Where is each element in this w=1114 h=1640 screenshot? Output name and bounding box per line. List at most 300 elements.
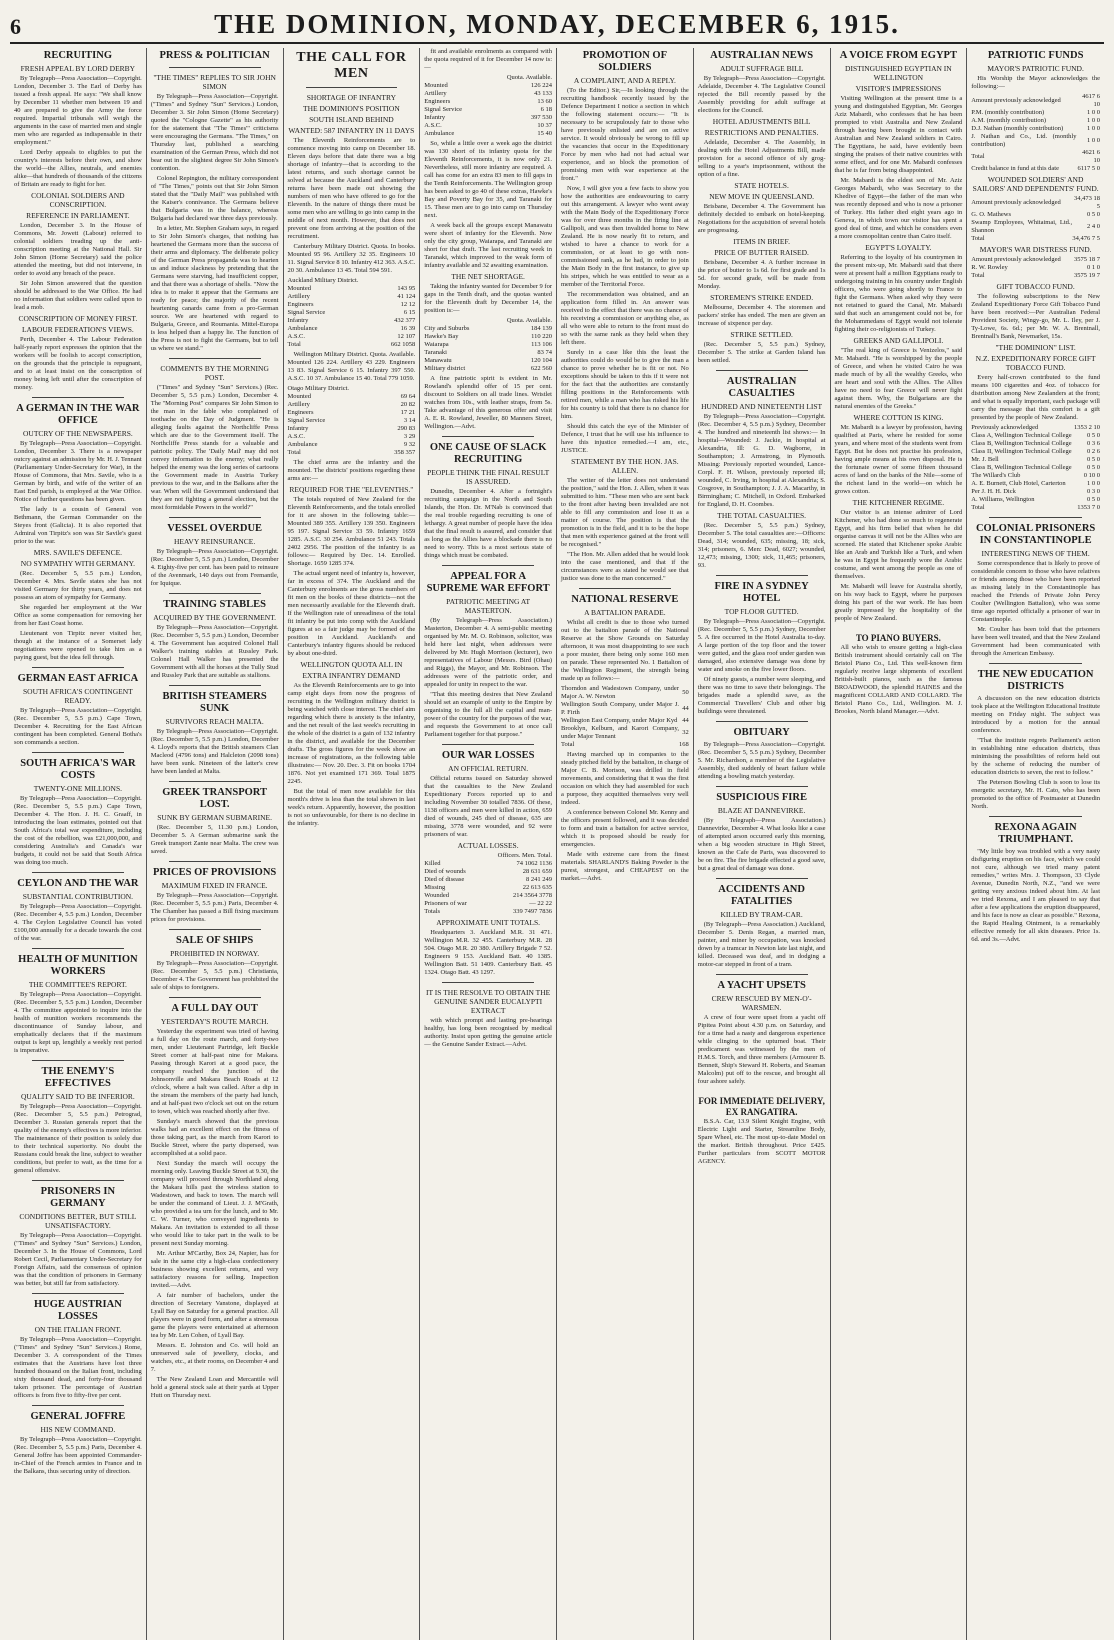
paragraph: A fine patriotic spirit is evident in Mr. Rowland's splendid offer of 15 per cent. discount to Soldiers on all trade lines. Wristlet watches from 10s., with leather straps, from 5s. Take advantage of this generous offer and visit A. E. R. Rowland, Jeweller, 80 Manners Street, Wellington.—Advt. [424, 375, 552, 430]
table-row [971, 496, 1100, 504]
divider [32, 667, 124, 668]
headline: PRESS & POLITICIAN [159, 50, 270, 61]
table-row [288, 433, 416, 441]
subheadline: APPROXIMATE UNIT TOTALS. [436, 918, 541, 927]
table-value: 4617 6 10 [1082, 93, 1100, 108]
subheadline: SOUTH ISLAND BEHIND [309, 115, 394, 124]
table-label: City and Suburbs [424, 325, 470, 332]
headline: A YACHT UPSETS [717, 980, 806, 991]
table-row [424, 317, 552, 325]
subheadline: TOP FLOOR GUTTED. [724, 607, 799, 616]
table-label: Ambulance [424, 130, 455, 137]
table-row [424, 908, 552, 916]
table-value: 20 82 [400, 401, 416, 408]
divider [169, 358, 261, 359]
subheadline: COLONIAL SOLDIERS AND CONSCRIPTION. [31, 191, 125, 209]
paragraph: The Peterson Bowling Club is soon to lose its energetic secretary, Mr. H. Cato, who has been promoted to the office of Postmaster at Dunedin North. [971, 779, 1100, 810]
table-row [971, 264, 1100, 272]
paragraph: Wellington Military District. Quota. Available. Mounted 126 224. Artillery 43 229. Engineers 13 83. Signal Service 6 15. Infantry 397 550. A.S.C. 10 37. Ambulance 15 40. Total 779 1059. [287, 351, 416, 382]
paragraph: By Telegraph—Press Association—Copyright. (Rec. December 5, 5.5 p.m.) London, December 4. The Government has acquired Colonel Hall Walker's training stables at Russley Park. Colonel Hall Walker has presented the Government with all the horses at the Tully Stud and Russley Park that are suitable as stallions. [150, 624, 279, 679]
subheadline: HOTEL ADJUSTMENTS BILL [712, 117, 811, 126]
table-value: 113 106 [531, 341, 552, 348]
table-row [288, 409, 416, 417]
subheadline: INTERESTING NEWS OF THEM. [981, 549, 1090, 558]
divider [32, 1060, 124, 1061]
divider [579, 588, 671, 589]
column-1 [10, 48, 147, 1640]
paragraph: The following subscriptions to the New Zealand Expeditionary Force Gift Tobacco Fund have been received:—Per Australian Federal Provident Society, Wingy-go, Mr. L. Iley, per J. Ty-Lowe, 6s. 6d.; per Mr. W. A. Brentnall, Brentnall's Bank, Newmarket, 15s. [971, 293, 1100, 340]
subheadline: PRICE OF BUTTER RAISED. [714, 248, 809, 257]
table-label: Signal Service [287, 417, 326, 424]
table-row [424, 82, 552, 90]
paragraph: A discussion on the new education districts took place at the Wellington Educational Institute meeting on Friday night. The subject was introduced by a motion for the annual conference. [971, 695, 1100, 734]
paragraph: fit and available enrolments as compared with the quota required of it for December 14 now is:— [424, 48, 552, 71]
table-row [288, 441, 416, 449]
table-row [288, 309, 416, 317]
table-value: 622 560 [530, 365, 552, 372]
paragraph: By Telegraph—Press Association—Copyright. (Rec. December 5, 5.5 p.m.) London, December 4. Eighty-five per cent. has been paid to reinsure of the Avenmark, 140 days out from Fremantle, for Iquique. [150, 548, 279, 587]
paragraph: A crew of four were upset from a yacht off Pipitea Point about 4.30 p.m. on Saturday, and for a time had a nasty and dangerous experience while clinging to the upturned boat. Their predicament was witnessed by the men of H.M.S. Torch, and three members (Armourer B. Bennett, Ship's Steward H. Roberts, and Seaman Malcolm) put off to the rescue, and brought all four ashore safely. [697, 1014, 826, 1085]
table-row [561, 725, 689, 741]
table-label: Brooklyn, Kelburn, and Karori Company, under Major Tennant [561, 725, 679, 740]
table-value: 69 64 [400, 393, 416, 400]
paragraph: ("Times" and Sydney "Sun" Services.) (Rec. December 5, 5.5 p.m.) London, December 4. The "Morning Post" compares Sir John Simon to the man in the fable who complained of toothache on the Day of Judgment. "He is alleging faults against the Northcliffe Press which are due to the Government itself. The Northcliffe Press stands for a valuable and patriotic policy. The 'Daily Mail' may did not convey information to the enemy; what really helped the enemy was the long series of cartoons the Government made in Austria Turkey previous to the war, and in the Balkans after the war. When will the Government understand that they are not fighting a general election, but the most formidable Powers in the world?" [150, 384, 279, 511]
table-row [971, 235, 1100, 243]
headline: THE ENEMY'S EFFECTIVES [41, 1066, 115, 1089]
table-row [424, 130, 552, 138]
subheadline: SHORTAGE OF INFANTRY [306, 93, 396, 102]
subheadline: GIFT TOBACCO FUND. [996, 282, 1075, 291]
paragraph: By Telegraph—Press Association—Copyright. (Rec. December 5, 5.5 p.m.) Paris, December 4. General Joffre has been appointed Commander-in-Chief of the French armies in France and in the Balkans, thus securing unity of direction. [14, 1436, 142, 1475]
table-value: 0 3 6 [1087, 440, 1100, 447]
table-label: Wounded [424, 892, 449, 899]
subheadline: "THE DOMINION" LIST. [995, 343, 1076, 352]
advertisement-heading: FOR IMMEDIATE DELIVERY, EX RANGATIRA. [698, 1096, 825, 1117]
headline: NATIONAL RESERVE [571, 594, 679, 605]
table-row [424, 349, 552, 357]
divider [442, 982, 534, 983]
subheadline: ON THE ITALIAN FRONT. [34, 1325, 122, 1334]
table-value: 3 29 [403, 433, 416, 440]
table-value: 34,476 7 5 [1072, 235, 1100, 242]
table-label: Wellington South Company, under Major J. P. Firth [561, 701, 679, 716]
table-label [424, 317, 488, 325]
table-row [288, 317, 416, 325]
subheadline: SUNK BY GERMAN SUBMARINE. [157, 813, 272, 822]
subheadline: STRIKE SETTLED. [730, 330, 793, 339]
table-value: 120 104 [530, 357, 552, 364]
table-row [971, 149, 1100, 165]
table-label: Mounted [424, 82, 448, 89]
columns [10, 48, 1104, 1640]
subheadline: MAYOR'S PATRIOTIC FUND. [987, 64, 1084, 73]
paragraph: Perth, December 4. The Labour Federation half-yearly report expresses the opinion that the workers will be foolish to accept conscription, on the grounds that the principle is repugnant, and to at least insist on the conscription of money being left until after the conscription of money. [14, 336, 142, 391]
subheadline: WHERE COTTON IS KING. [853, 413, 944, 422]
divider [989, 816, 1082, 817]
divider [32, 948, 124, 949]
table-value: 12 12 [400, 301, 416, 308]
table-row [424, 74, 552, 82]
table-row [288, 449, 416, 457]
table-row [971, 488, 1100, 496]
paragraph: By Telegraph—Press Association—Copyright. (Rec. December 5, 5.5 p.m.) London, December 4. The committee appointed to inquire into the health of munition workers recommends the discontinuance of Sunday labour, and emphatically declares that if the maximum output is kept up, lengthily a weekly rest period is imperative. [14, 991, 142, 1054]
paragraph: The writer of the letter does not understand the position," said the Hon. J. Allen, when it was submitted to him. "These men who are sent back to the front after having been invalided are not able to fill any commission and lose it as a matter of course. The position is that the promotion is in the field, and it is to be the hope that men with experience gained at the front will be recognised." [561, 477, 689, 548]
subheadline: LABOUR FEDERATION'S VIEWS. [21, 325, 134, 334]
table-row [424, 90, 552, 98]
table-label: Ambulance [287, 441, 318, 448]
subheadline: HIS NEW COMMAND. [40, 1425, 116, 1434]
subheadline: MAYOR'S WAR DISTRESS FUND. [979, 245, 1092, 254]
headline: COLONIAL PRISONERS IN CONSTANTINOPLE [975, 523, 1096, 546]
table-row [561, 717, 689, 725]
table-value: 143 95 [397, 285, 416, 292]
subheadline: THE COMMITTEE'S REPORT. [28, 980, 127, 989]
subheadline: DISTINGUISHED EGYPTIAN IN WELLINGTON [845, 64, 952, 82]
subheadline: PEOPLE THINK THE FINAL RESULT IS ASSURED. [427, 468, 550, 486]
table-row [971, 133, 1100, 149]
subheadline: THE NET SHORTAGE. [451, 272, 525, 281]
table-label: Class A, Wellington Technical College [971, 432, 1072, 439]
data-table [288, 277, 416, 349]
table-row [424, 341, 552, 349]
headline: SOUTH AFRICA'S WAR COSTS [20, 758, 136, 781]
paragraph: Lord Derby appeals to eligibles to put the country's interests before their own, and show the world—the Allies, neutrals, and enemies alike—that hundreds of thousands of the citizens of Britain are ready to fight for her. [14, 149, 142, 188]
table-value: 0 5 0 [1087, 456, 1100, 463]
table-label: Infantry [287, 425, 309, 432]
headline: GENERAL JOFFRE [30, 1411, 126, 1422]
table-label: Killed [424, 860, 441, 867]
table-row [288, 277, 416, 285]
paragraph: (Rec. December 5, 11.30 p.m.) London, December 5. A German submarine sank the Greek transport Zante near Malta. The crew was saved. [150, 824, 279, 855]
table-row [424, 868, 552, 876]
column-7 [831, 48, 968, 1640]
column-5 [557, 48, 694, 1640]
paragraph: Made with extreme care from the finest materials. SHARLAND'S Baking Powder is the purest, strongest, and CHEAPEST on the market.—Advt. [561, 851, 689, 882]
divider [169, 861, 261, 862]
paragraph: A week back all the groups except Manawatu were short of infantry for the Eleventh. Now only the city group, Waiarapa, and Taranaki are short for that draft. The last recruiting week in Taranaki, which improved to the weak form of infantry available and 32 awaiting examination. [424, 222, 552, 269]
paragraph: The chief arms are the infantry and the mounted. The districts' positions regarding these arms are:— [287, 459, 416, 482]
table-row [971, 165, 1100, 173]
divider [32, 1293, 124, 1294]
divider [716, 370, 808, 371]
headline: THE CALL FOR MEN [296, 50, 407, 81]
subheadline: COMMENTS BY THE MORNING POST. [160, 364, 269, 382]
table-value: 339 7497 7836 [513, 908, 552, 915]
headline: ACCIDENTS AND FATALITIES [718, 884, 805, 907]
table-value: Officers. Men. Total. [497, 852, 552, 859]
table-row [971, 424, 1100, 432]
table-value: 2 4 0 [1087, 223, 1100, 230]
table-label: Signal Service [287, 309, 326, 316]
table-row [971, 272, 1100, 280]
subheadline: THE TOTAL CASUALTIES. [717, 511, 807, 520]
column-6 [694, 48, 831, 1640]
table-row [971, 195, 1100, 211]
table-label: Total [287, 449, 301, 456]
table-label: Totals [424, 908, 441, 915]
paragraph: As the Eleventh Reinforcements are to go into camp eight days from now the progress of recruiting in the Wellington military district is being watched with close interest. The chief aim regarding which there is anxiety is the infantry, and the net result of the last week's recruiting in the whole of the district is a gain of 132 infantry in the district, and available for the December drafts. The gross figures for the week show an increase of registrations, as the following table illustrates:— Nov. 20. Dec. 3. Fit on books 1704 1876. Not yet examined 171 369. Total 1875 2245. [287, 682, 416, 785]
headline: HEALTH OF MUNITION WORKERS [18, 954, 138, 977]
table-value: 4621 6 10 [1082, 149, 1100, 164]
table-row [424, 365, 552, 373]
table-value: 184 139 [530, 325, 552, 332]
table-row [971, 448, 1100, 456]
paragraph: "That this meeting desires that New Zealand should set an example of unity to the Empire by organising to the full all the capital and man-power of the country for the purposes of the war, and requests the Government to at once call Parliament together for that purpose." [424, 691, 552, 738]
table-value: Quota. Available. [506, 74, 552, 81]
headline: HUGE AUSTRIAN LOSSES [33, 1299, 122, 1322]
table-label: Total [971, 235, 985, 242]
table-value: 1 0 0 [1087, 117, 1100, 124]
paragraph: Headquarters 3. Auckland M.R. 31 471. Wellington M.R. 32 455. Canterbury M.R. 28 504. Otago M.R. 20 380. Artillery Brigade 7 52. Engineers 9 153. Auckland Batt. 40 1385. Wellington Batt. 51 1409. Canterbury Batt. 45 1324. Otago Batt. 43 1297. [424, 929, 552, 976]
column-3 [284, 48, 421, 1640]
divider [442, 565, 534, 566]
paragraph: Next Sunday the march will occupy the morning only. Leaving Buckle Street at 9.30, the company will proceed through Northland along the Makara hills past the wireless station to Wadestown, and back to town. The march will be under the command of Lieut. J. J. M'Grath, who provided a tea urn for the lunch, and to Mr. C. W. Turner, who conveyed ingredients to Makara. An invitation is extended to all those who would like to take part in the walk to be present next Sunday morning. [150, 1160, 279, 1247]
table-label: Amount previously acknowledged [971, 256, 1061, 263]
subheadline: EXTRA INFANTRY DEMAND [302, 671, 401, 680]
paragraph: By Telegraph—Press Association—Copyright. (Rec. December 5, 5.5 p.m.) Sydney, December 5. A fire occurred in the Hotel Australia to-day. A large portion of the top floor and the tower were gutted, and the glass roof under garden was damaged, also extensive damage was done by water and smoke on the five lower floors. [697, 618, 826, 673]
table-row [971, 472, 1100, 480]
table-label: Engineers [287, 301, 314, 308]
headline: PATRIOTIC FUNDS [987, 50, 1084, 61]
paragraph: Yesterday the experiment was tried of having a full day on the route march, and forty-two men, under Lieutenant Partridge, left Buckle Street corner at half-past nine for Makara. Passing through Karori at a good pace, the company reached the junction of the Johnsonville and Makara Beach Roads at 12 o'clock, where a halt was called. After a dip in the stream the members of the party had lunch, and at half-past two o'clock set out on the return to town, which was reached shortly after five. [150, 1028, 279, 1115]
table-value: 0 5 0 [1087, 464, 1100, 471]
table-value: 13 60 [537, 98, 552, 105]
paragraph: Official returns issued on Saturday showed that the casualties to the New Zealand Expeditionary Forces reported up to and including November 30 totalled 7836. Of these, 1138 officers and men were killed in action, 659 died of wounds, 245 died of disease, 635 are missing, 3778 were wounded, and 92 were prisoners of war. [424, 775, 552, 838]
table-row [561, 701, 689, 717]
subheadline: RESTRICTIONS AND PENALTIES. [704, 128, 819, 137]
table-value: 1 0 0 [1087, 125, 1100, 132]
table-value: 6 15 [403, 309, 416, 316]
table-value: 1 0 0 [1087, 109, 1100, 116]
subheadline: ACTUAL LOSSES. [457, 841, 519, 850]
paragraph: Dunedin, December 4. After a fortnight's recruiting campaign in the North and South Islands, the Hon. Dr. M'Nab is convinced that the real trouble regarding recruiting is one of lethargy. A great number of people have the idea that the final result is assured, and consider that as long as the Allies have a blockade there is no need to worry. This is a most serious state of things which must be combated. [424, 488, 552, 559]
headline: TRAINING STABLES [163, 599, 267, 610]
subheadline: THE KITCHENER REGIME. [852, 498, 945, 507]
table-row [288, 301, 416, 309]
table-value: 3 14 [403, 417, 416, 424]
table-row [424, 106, 552, 114]
table-value: 432 377 [394, 317, 416, 324]
paragraph: The New Zealand Loan and Mercantile will hold a general stock sale at their yards at Upper Hutt on Thursday next. [150, 1376, 279, 1399]
table-label: Total [971, 504, 985, 511]
paragraph: with which prompt and lasting pre-hearings healthy, has long been recognised by medical authority. Insist upon getting the genuine article — the Genuine Sander Extract.—Advt. [424, 1017, 552, 1048]
paragraph: (By Telegraph—Press Association.) Dannevirke, December 4. What looks like a case of attempted arson occurred early this morning, when a big wooden structure in High Street, known as the Cafe de Paris, was discovered to be on fire. The fire brigade effected a good save, but a great deal of damage was done. [697, 817, 826, 872]
subheadline: GREEKS AND GALLIPOLI. [853, 336, 944, 345]
divider [716, 974, 808, 975]
table-value [383, 277, 416, 285]
table-value: 1353 2 10 [1074, 424, 1100, 431]
subheadline: CREW RESCUED BY MEN-O'-WARSMEN. [711, 994, 812, 1012]
table-value: 0 5 0 [1087, 496, 1100, 503]
table-label: Class II, Wellington Technical College [971, 448, 1072, 455]
table-row [971, 480, 1100, 488]
table-row [288, 285, 416, 293]
paragraph: The recommendation was obtained, and an application form filled in. An answer was received to the effect that there was no chance of his receiving a commission or anything else, as all who were able to return to the front must do so with the same rank as they held when they left there. [561, 291, 689, 346]
paragraph: "The real king of Greece is Venizelos," said Mr. Mabardi. "He is worshipped by the people of Greece, and when he visited Cairo he was made much of by all the wealthy Greeks, who are heart and soul with the Allies. The Allies have no need to fear Greece will never fight against them. Why, the Bulgarians are the natural enemies of the Greeks." [834, 347, 963, 410]
subheadline: YESTERDAY'S ROUTE MARCH. [160, 1017, 269, 1026]
table-value: 22 613 635 [522, 884, 552, 891]
table-label: Thorndon and Wadestown Company, under Major A. W. Newton [561, 685, 679, 700]
column-4 [420, 48, 557, 1640]
table-label: The Willard's Club [971, 472, 1021, 479]
table-row [971, 117, 1100, 125]
table-value: 10 37 [537, 122, 552, 129]
subheadline: WANTED: 587 INFANTRY IN 11 DAYS [288, 126, 415, 135]
table-label: Taranaki [424, 349, 447, 356]
paragraph: Brisbane, December 4. A further increase in the price of butter to 1s 6d. for first grade and 1s 5d. for second grade, will be made from Monday. [697, 259, 826, 290]
table-label: Total [971, 153, 985, 160]
table-value: 1353 7 0 [1077, 504, 1100, 511]
subheadline: "THE TIMES" REPLIES TO SIR JOHN SIMON [153, 73, 276, 91]
headline: APPEAL FOR A SUPREME WAR EFFORT [426, 571, 550, 594]
paragraph: By Telegraph—Press Association—Copyright. (Rec. December 5, 5.5 p.m.) Paris, December 4. The Chamber has passed a Bill fixing maximum prices for provisions. [150, 892, 279, 923]
paragraph: By Telegraph—Press Association—Copyright. London, December 3. The Earl of Derby has issued a fresh appeal. He says: "We shall know by December 11 whether men between 19 and 40 are prepared to give the Army the force required. Impartial tribunals will weigh the arguments in the case of married men and single men who are regarded as indispensable in their employment." [14, 75, 142, 146]
subheadline: THE DOMINION'S POSITION [302, 104, 400, 113]
table-label: Amount previously acknowledged [971, 97, 1061, 104]
table-row [424, 114, 552, 122]
subheadline: QUALITY SAID TO BE INFERIOR. [20, 1092, 135, 1101]
table-row [424, 357, 552, 365]
paragraph: (Rec. December 5, 5.5 p.m.) Sydney, December 5. The strike at Garden Island has been settled. [697, 341, 826, 364]
table-value: 290 83 [397, 425, 416, 432]
table-row [288, 417, 416, 425]
paragraph: Adelaide, December 4. The Assembly, in dealing with the Hotel Adjustments Bill, made provision for a second offence of sly grog-selling to a year's imprisonment, without the option of a fine. [697, 139, 826, 178]
subheadline: VISITOR'S IMPRESSIONS [855, 84, 942, 93]
paragraph: "The Hon. Mr. Allen added that he would look into the case mentioned, and that if the circumstances were as stated he would see that justice was done to the man concerned." [561, 551, 689, 582]
table-row [424, 860, 552, 868]
paragraph: Mr. Mabardi will leave for Australia shortly, on his way back to Egypt, where he purposes doing his part of the war work. He has been greatly impressed by the hospitality of the people of New Zealand. [834, 583, 963, 622]
headline: SALE OF SHIPS [176, 935, 254, 946]
divider [32, 872, 124, 873]
table-value: 168 [679, 741, 689, 748]
table-label: Infantry [287, 317, 309, 324]
table-label: Artillery [424, 90, 447, 97]
table-row [971, 440, 1100, 448]
table-value: 44 [682, 705, 689, 712]
table-label: Infantry [424, 114, 446, 121]
masthead [10, 6, 1104, 44]
table-value: 83 74 [537, 349, 552, 356]
table-value: 8 241 249 [526, 876, 552, 883]
table-row [288, 341, 416, 349]
headline: OBITUARY [733, 727, 790, 738]
table-row [424, 884, 552, 892]
paragraph: (By Telegraph—Press Association.) Auckland, December 5. Denis Regan, a married man, painter, and miner by occupation, was knocked down by a tramcar in Newton late last night, and killed. Deceased was deaf, and in dodging a motor-car stepped in front of a tram. [697, 921, 826, 968]
paragraph: Having marched up in companies to the steady pitched field by the battalion, in charge of Major C. B. Morison, was drilled in field movements, and considering that it was the first occasion on which they had assembled for such a purpose, they acquitted themselves very well indeed. [561, 751, 689, 806]
table-label: Otago Military District. [287, 385, 350, 392]
table-value: 34,473 18 5 [1074, 195, 1100, 210]
divider [169, 593, 261, 594]
subheadline: PATRIOTIC MEETING AT MASTERTON. [446, 597, 531, 615]
table-row [424, 876, 552, 884]
headline: A FULL DAY OUT [171, 1003, 258, 1014]
paragraph: (Rec. December 5, 5.5 p.m.) Sydney, December 5. The total casualties are:—Officers: Dead, 314; wounded, 635; missing, 18; sick, 314; prisoners, 6. Men: Dead, 6027; wounded, 12,473; missing, 1300; sick, 11,465; prisoners, 93. [697, 522, 826, 569]
paragraph: Whilst all credit is due to those who turned out to the battalion parade of the National Reserve at the Show Grounds on Saturday afternoon, it was most disappointing to see such a poor muster, there being only some 160 men on parade. These represented No. 1 Battalion of the Wellington Regiment, the strength being made up as follows:— [561, 619, 689, 682]
subheadline: EGYPT'S LOYALTY. [865, 243, 932, 252]
paragraph: By Telegraph—Press Association—Copyright. London, December 3. There is a newspaper outcry against an admission by Mr. H. J. Tennant (Parliamentary Under-Secretary for War), in the House of Commons, that Mrs. Savile, who is a German by birth, and wife of the writer of an East End parish, is employed at the War Office. Notice of further questions has been given. [14, 440, 142, 503]
data-table [971, 93, 1100, 173]
table-value: 0 5 0 [1087, 432, 1100, 439]
table-label: Waiarapa [424, 341, 449, 348]
page-number: 6 [10, 14, 21, 39]
headline: SUSPICIOUS FIRE [716, 792, 807, 803]
table-label: Engineers [424, 98, 451, 105]
divider [306, 87, 398, 88]
subheadline: SUBSTANTIAL CONTRIBUTION. [22, 892, 134, 901]
table-row [971, 109, 1100, 117]
paragraph: Sir John Simon answered that the question should be addressed to the War Office. He had no information that soldiers were called upon to lead a mob. [14, 280, 142, 311]
table-row [424, 852, 552, 860]
paragraph: All who wish to ensure getting a high-class British instrument should certainly call on The Bristol Piano Co., Ltd. This well-known firm regularly receive large shipments of excellent British-built pianos, such as the famous BROADWOOD, the splendid HAINES and the magnificent COLLARD AND COLLARD. The Bristol Piano Co., Ltd., Wellington. M. J. Brookes, North Island Manager.—Advt. [834, 644, 963, 715]
table-value: 17 21 [400, 409, 416, 416]
table-label: Swamp Employees, Whitaimai, Ltd., Shannon [971, 219, 1073, 234]
headline: THE NEW EDUCATION DISTRICTS [977, 669, 1094, 692]
subheadline: REQUIRED FOR THE "ELEVENTHS." [289, 485, 414, 494]
divider [169, 997, 261, 998]
headline: PROMOTION OF SOLDIERS [582, 50, 668, 73]
paragraph: Mr. Mabardi is a lawyer by profession, having qualified at Paris, where he resided for some years, and where most of the students went from Egypt. But he does not practise his profession, having ample means at his own disposal. He is the fortunate owner of some fifteen thousand acres of land on the banks of the Nile—some of the richest land in the world—on which he grows cotton. [834, 424, 963, 495]
divider [169, 517, 261, 518]
data-table [561, 685, 689, 749]
headline: GERMAN EAST AFRICA [17, 673, 139, 684]
paragraph: By Telegraph—Press Association—Copyright. ("Times" and Sydney "Sun" Services.) London, December 3. Sir John Simon (Home Secretary) quoted the "Cologne Gazette" as his authority for the statement that "The Times'" criticisms were encouraging the Germans. "The Times," on Thursday last, published a searching examination of the German Press, which did not bear out in the slightest degree Sir John Simon's contention. [150, 93, 279, 172]
headline: REXONA AGAIN TRIUMPHANT. [994, 822, 1077, 845]
paragraph: She regarded her employment at the War Office as some compensation for removing her from her East Coast home. [14, 604, 142, 627]
table-label: Total [561, 741, 575, 748]
headline: VESSEL OVERDUE [167, 523, 263, 534]
table-value: 44 [682, 717, 689, 724]
divider [32, 397, 124, 398]
table-value: Quota. Available. [506, 317, 552, 324]
divider [169, 67, 261, 68]
table-value: 358 357 [394, 449, 416, 456]
table-label: Hawke's Bay [424, 333, 459, 340]
paragraph: Surely in a case like this the least the authorities could do would be to give the man a chance to prove whether he is fit or not. No exceptions should be taken to this if it were not for the fact that the authorities are constantly filling positions in the Reinforcements with retired men, while a man who has risked his life for his country is told that there is no chance for him. [561, 349, 689, 420]
divider [169, 781, 261, 782]
paragraph: (By Telegraph—Press Association.) Masterton, December 4. A semi-public meeting organised by Mr. M. O. Robinson, solicitor, was held here last night, when addresses were delivered by Mr. Hugh Morrison (lecturer), two representatives of Labour (Messrs. Bird (Ohau) and Riggs), the Mayor, and Mr. Robinson. The addresses were of the patriotic order, and appealed for unity in respect to the war. [424, 617, 552, 688]
table-label: Class B, Wellington Technical College [971, 464, 1072, 471]
divider [32, 1180, 124, 1181]
table-value [383, 385, 416, 393]
paragraph: By Telegraph—Press Association—Copyright. ("Times" and Sydney "Sun" Services.) London, December 3. In the House of Commons, Lord Robert Cecil, Parliamentary Under-Secretary for Foreign Affairs, said the consensus of opinion was that the condition of prisoners in Germany was better, but still far from satisfactory. [14, 1232, 142, 1287]
paragraph: By Telegraph—Press Association—Copyright. (Rec. December 4, 5.5 p.m.) London, December 4. The Ceylon Legislative Council has voted £100,000 annually for a decade towards the cost of the war. [14, 903, 142, 942]
table-value: 0 1 0 [1087, 264, 1100, 271]
paragraph: Every half-crown contributed to the fund means 100 cigarettes and 4oz. of tobacco for distribution among New Zealanders at the front; and what is equally important, each package will carry the message that this comfort is a gift presented by the people of New Zealand. [971, 374, 1100, 421]
table-label: Artillery [287, 401, 310, 408]
divider [169, 929, 261, 930]
table-label: Wellington East Company, under Major Kyd [561, 717, 678, 724]
headline: AUSTRALIAN NEWS [710, 50, 814, 61]
table-value: 28 631 659 [522, 868, 552, 875]
table-label: A.S.C. [424, 122, 442, 129]
headline: GREEK TRANSPORT LOST. [162, 787, 267, 810]
paragraph: By Telegraph—Press Association—Copyright. (Rec. December 4, 5.5 p.m.) Sydney, December 4. The hundred and nineteenth list shows:— In hospital—Wounded: J. Jackie, in hospital at Alexandria, Ill: G. D. Wagborne, in Southampton; J. Armstrong, in Plymouth. Missing: Previously reported wounded, Lance-Corpl. F. H. Wilson, previously reported ill; wounded, C. Irving, in hospital at Alexandria; S. Cosgrove, in Southampton; J. J. A. Macarthy, in Birmingham; C. Mitchell, in Oxford. Embarked for England, D. H. Coombes. [697, 413, 826, 508]
paragraph: By Telegraph—Press Association—Copyright. (Rec. December 5, 5.5 p.m.) Cape Town, December 4. The Hon. J. H. C. Graaff, in introducing the loan estimates, pointed out that South Africa's total war expenditure, including the cost of the rebellion, was £21,000,000, and considering Australia's and Canada's war budgets, it could not be said that South Africa was doing too much. [14, 795, 142, 866]
table-label: Total [971, 272, 985, 279]
paragraph: Melbourne, December 4. The storemen and packers' strike has ended. The men are given an increase of sixpence per day. [697, 304, 826, 327]
column-8 [967, 48, 1104, 1640]
table-value: 16 39 [400, 325, 416, 332]
subheadline: HUNDRED AND NINETEENTH LIST [701, 402, 823, 411]
paragraph: The actual urgent need of infantry is, however, far in excess of 374. The Auckland and the Canterbury enrolments are the gross numbers of fit men on the books of these districts—not the men necessarily available for the Eleventh draft. If the Wellington rate of unreadiness of the total fit infantry be put into comp with the Auckland figures at so a fair judge may be formed of the position in Auckland. Auckland's and Canterbury's infantry figures should be reduced by about one-third. [287, 570, 416, 657]
table-value: 0 2 6 [1087, 448, 1100, 455]
paragraph: Of ninety guests, a number were sleeping, and there was no time to save their belongings. The brigades made a splendid save, as the Commercial Travellers' Club and other big buildings were threatened. [697, 676, 826, 715]
paragraph: Referring to the loyalty of his countrymen in the present mix-up, Mr. Mabardi said that there were at present half a million Egyptians ready to undergoing training in his country under English officers, who were going shortly to France to fight the Germans. When asked why they were not retained to guard the Canal, Mr. Mabardi said that such an arrangement could not be, for the Mohammedans of Egypt would not tolerate fighting their co-religionists of Turkey. [834, 254, 963, 333]
subheadline: CONDITIONS BETTER, BUT STILL UNSATISFACTORY. [19, 1212, 137, 1230]
table-label: Total [287, 341, 301, 348]
table-row [288, 325, 416, 333]
table-label: Engineers [287, 409, 314, 416]
